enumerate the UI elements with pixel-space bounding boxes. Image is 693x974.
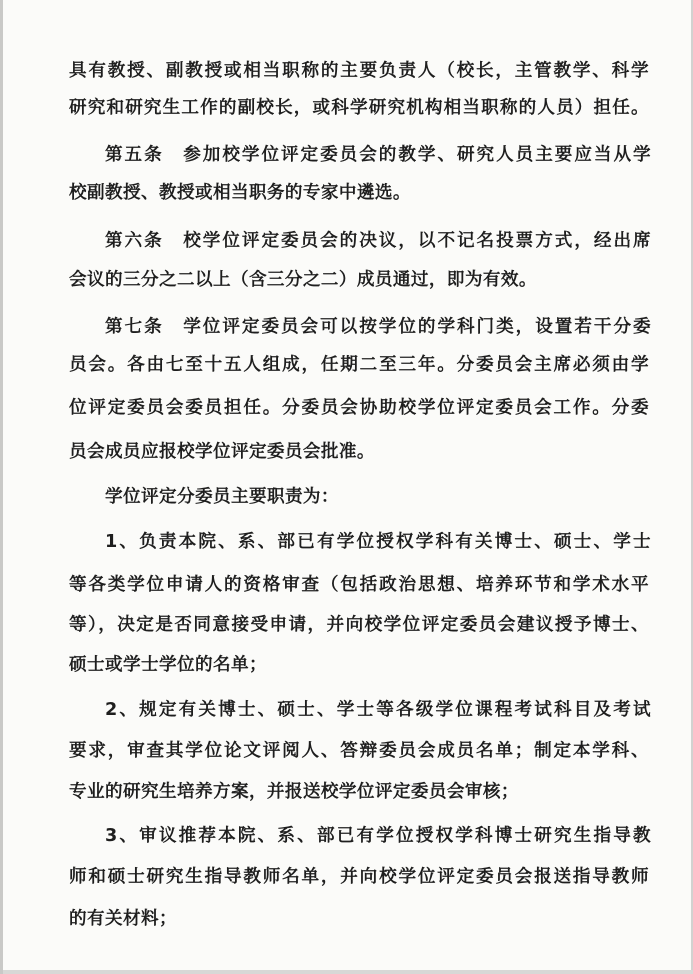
- text-line: 的有关材料；: [69, 909, 177, 929]
- text-line: 等），决定是否同意接受申请，并向校学位评定委员会建议授予博士、: [69, 615, 649, 635]
- page-bottom-edge: [3, 970, 693, 974]
- text-line: 专业的研究生培养方案，并报送校学位评定委员会审核；: [69, 782, 519, 802]
- text-line: 校副教授、教授或相当职务的专家中遴选。: [69, 183, 411, 203]
- text-line: 师和硕士研究生指导教师名单，并向校学位评定委员会报送指导教师: [69, 867, 649, 887]
- text-line: 会议的三分之二以上（含三分之二）成员通过，即为有效。: [69, 270, 537, 290]
- duty-2-line: 2、规定有关博士、硕士、学士等各级学位课程考试科目及考试: [105, 700, 651, 720]
- text-line: 员会成员应报校学位评定委员会批准。: [69, 442, 375, 462]
- duty-3-line: 3、审议推荐本院、系、部已有学位授权学科博士研究生指导教: [105, 826, 651, 846]
- text-line: 要求，审查其学位论文评阅人、答辩委员会成员名单；制定本学科、: [69, 741, 649, 761]
- duty-1-line: 1、负责本院、系、部已有学位授权学科有关博士、硕士、学士: [105, 532, 651, 552]
- text-line: 具有教授、副教授或相当职称的主要负责人（校长，主管教学、科学: [69, 61, 649, 81]
- article-6-heading-line: 第六条 校学位评定委员会的决议，以不记名投票方式，经出席: [105, 231, 651, 251]
- article-5-heading-line: 第五条 参加校学位评定委员会的教学、研究人员主要应当从学: [105, 145, 651, 165]
- article-7-heading-line: 第七条 学位评定委员会可以按学位的学科门类，设置若干分委: [105, 317, 651, 337]
- text-line: 硕士或学士学位的名单；: [69, 655, 267, 675]
- subcommittee-duties-heading: 学位评定分委员主要职责为：: [105, 487, 339, 507]
- text-line: 等各类学位申请人的资格审查（包括政治思想、培养环节和学术水平: [69, 575, 649, 595]
- text-line: 员会。各由七至十五人组成，任期二至三年。分委员会主席必须由学: [69, 355, 649, 375]
- text-line: 位评定委员会委员担任。分委员会协助校学位评定委员会工作。分委: [69, 398, 649, 418]
- text-line: 研究和研究生工作的副校长，或科学研究机构相当职称的人员）担任。: [69, 98, 649, 118]
